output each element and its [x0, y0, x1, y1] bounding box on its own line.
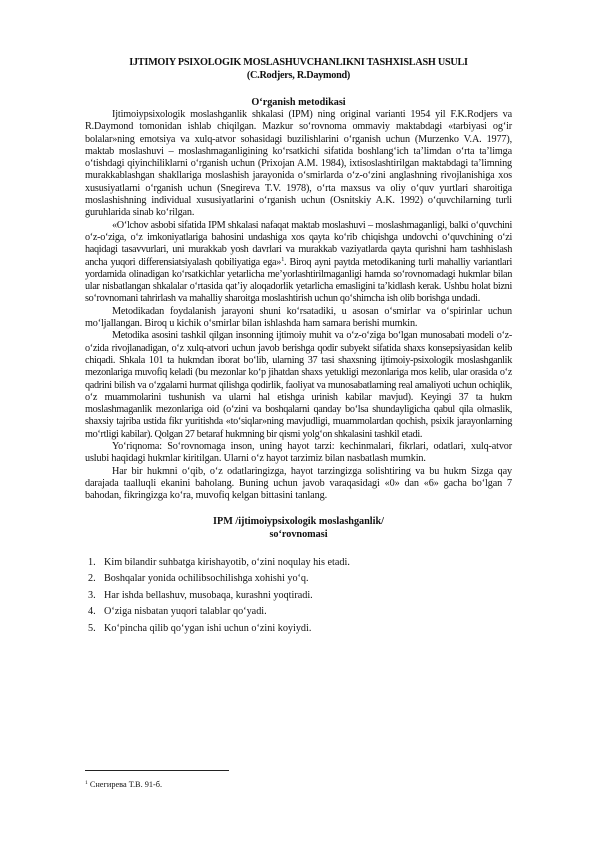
document-title: IJTIMOIY PSIXOLOGIK MOSLASHUVCHANLIKNI TASHXISLASH USULI [129, 57, 468, 68]
item-number: 5. [88, 622, 96, 634]
section-heading: O‘rganish metodikasi [251, 97, 346, 108]
footnote-text: Снегирева Т.В. 91-б. [87, 780, 163, 789]
list-item [85, 571, 512, 588]
footnote-divider [85, 770, 229, 771]
item-text: Boshqalar yonida ochilibsochilishga xohishi yo‘q. [104, 573, 309, 584]
item-text: Kim bilandir suhbatga kirishayotib, o‘zini noqulay his etadi. [104, 556, 350, 568]
paragraph-3: Metodikadan foydalanish jarayoni shuni ko‘rsatadiki, u asosan o‘smirlar va o‘spirinlar uchun mo‘ljallangan. Biroq u kichik o‘smirlar bilan ishlashda ham samara berishi mumkin. [85, 305, 512, 330]
item-number: 3. [88, 589, 96, 601]
paragraph-6: Har bir hukmni o‘qib, o‘z odatlaringizga, hayot tarzingizga solishtiring va bu hukm Sizga qay darajada taalluqli ekanini baholang. Buning uchun javob varaqasidagi «0» dan «6» gacha bo‘lgan 7 bahodan, fikringizga ko‘ra, muvofiq kelgan bittasini tanlang. [85, 465, 512, 502]
list-item [85, 588, 512, 605]
document-authors: (C.Rodjers, R.Daymond) [246, 70, 351, 81]
item-text: Har ishda bellashuv, musobaqa, kurashni yoqtiradi. [104, 589, 313, 601]
footnote [85, 779, 162, 790]
document-page [85, 56, 512, 637]
list-item [85, 555, 512, 572]
item-text: Ko‘pincha qilib qo‘ygan ishi uchun o‘zini koyiydi. [104, 622, 312, 634]
paragraph-1: Ijtimoiypsixologik moslashganlik shkalasi (IPM) ning original varianti 1954 yil F.K.Rodjers va R.Daymond tomonidan ishlab chiqilgan. Mazkur so‘rovnoma ommaviy maktabdagi «tarbiyasi og‘ir bolalar»ning emotsiya va xulq-atvor sohasidagi buzilishlarini o‘rganish uchun (Murzenko V.A. 1977), maktab moslashuvi – moslashmaganligining ko‘rsatkichi sifatida boshlang‘ich ta’limdan o‘rta ta’limga o‘tishdagi qiyinchiliklarni o‘rganish uchun (Prixojan A.M. 1984), ixtisoslashtirilgan maktabdagi ta’limning murakkablashgan shakllariga moslashish jarayonida o‘smirlarda o‘z-o‘zini anglashning rivojlanishiga xos xususiyatlarni o‘rganish uchun (Snegireva T.V. 1978), o‘rta maxsus va oliy o‘quv yurtlari sharoitiga moslashishning individual xususiyatlarini o‘rganish uchun (Osnitskiy A.K. 1992) o‘quvchilarning turli guruhlarida sinab ko‘rilgan. [85, 109, 512, 219]
paragraph-2-quote: «O‘lchov asbobi sifatida IPM shkalasi nafaqat maktab moslashuvi – moslashmaganligi, balki o‘quvchini o‘z-o‘ziga, o‘z imkoniyatlariga bahosini undashiga xos qayta ko‘rib chiqishga undovchi o‘quvchining o‘zi haqidagi tasavvurlari, uni murakkab yosh davrlari va murakkab vaziyatlarda qayta qurishni ham tashhislash ancha yuqori differensiatsiyalash qobiliyatiga ega» [85, 219, 512, 268]
paragraph-2 [85, 220, 512, 306]
list-item [85, 621, 512, 638]
paragraph-4: Metodika asosini tashkil qilgan insonning ijtimoiy muhit va o‘z-o‘ziga bo‘lgan munosabati modeli o‘z-o‘zida rivojlanadigan, o‘z xulq-atvori uchun javob berishga qodir subyekt sifatida shaxs konsepsiyasidan kelib chiqadi. Shkala 101 ta hukmdan iborat bo‘lib, ularning 37 tasi shaxsning ijtimoiy-psixologik moslashganlik mezonlariga muvofiq keladi (bu mezonlar ko‘p jihatdan shaxs yetukligi mezonlariga mos kelib, ular orasida o‘z qadrini bilish va o‘zgalarni hurmat qilishga qodirlik, faoliyat va munosabatlarning real amaliyoti uchun ochiqlik, o‘z muammolarini tushunish va ularni hal etishga urinish kabilar mavjud). Keyingi 37 ta hukm moslashmaganlik mezonlariga oid (o‘zini va boshqalarni qanday bo‘lsa shundayligicha qabul qila olmaslik, shaxsiy tajriba ustida fikr yuritishda «to‘siqlar»ning mavjudligi, muammolardan qochish, psixik jarayonlarning mo‘rtligi kabilar). Qolgan 27 betaraf hukmning bir qismi yolg‘on shkalasini tashkil etadi. [85, 330, 512, 440]
questionnaire-list [85, 555, 512, 638]
list-item [85, 604, 512, 621]
paragraph-5: Yo‘riqnoma: So‘rovnomaga inson, uning hayot tarzi: kechinmalari, fikrlari, odatlari, xulq-atvor uslubi haqidagi hukmlar kiritilgan. Ularni o‘z hayot tarzimiz bilan nasbatlash mumkin. [85, 441, 512, 465]
footnote-marker: 1 [85, 780, 88, 786]
item-text: O‘ziga nisbatan yuqori talablar qo‘yadi. [104, 606, 267, 617]
questionnaire-heading-line-1: IPM /ijtimoiypsixologik moslashganlik/ [213, 515, 384, 527]
questionnaire-heading [85, 515, 512, 541]
item-number: 2. [88, 573, 96, 584]
item-number: 1. [88, 556, 96, 568]
paragraph-2-rest: . Biroq ayni paytda metodikaning turli mahalliy variantlari yordamida olinadigan ko‘rsatkichlar yetarlicha me’yorlashtirilmaganligi hamda so‘rovnomadagi hukmlar bilan ular nisbatlangan shkalalar o‘rtasida qat’iy aloqadorlik yetarlicha emasligini ta’kidlash kerak. Ushbu holat bizni so‘rovnomani tahrirlash va mahalliy sharoitga moslashtirish uchun qo‘shimcha ish olib borishga undadi. [85, 256, 512, 305]
item-number: 4. [88, 606, 96, 617]
footnote-reference[interactable]: 1 [281, 255, 285, 263]
questionnaire-heading-line-2: so‘rovnomasi [269, 528, 328, 540]
